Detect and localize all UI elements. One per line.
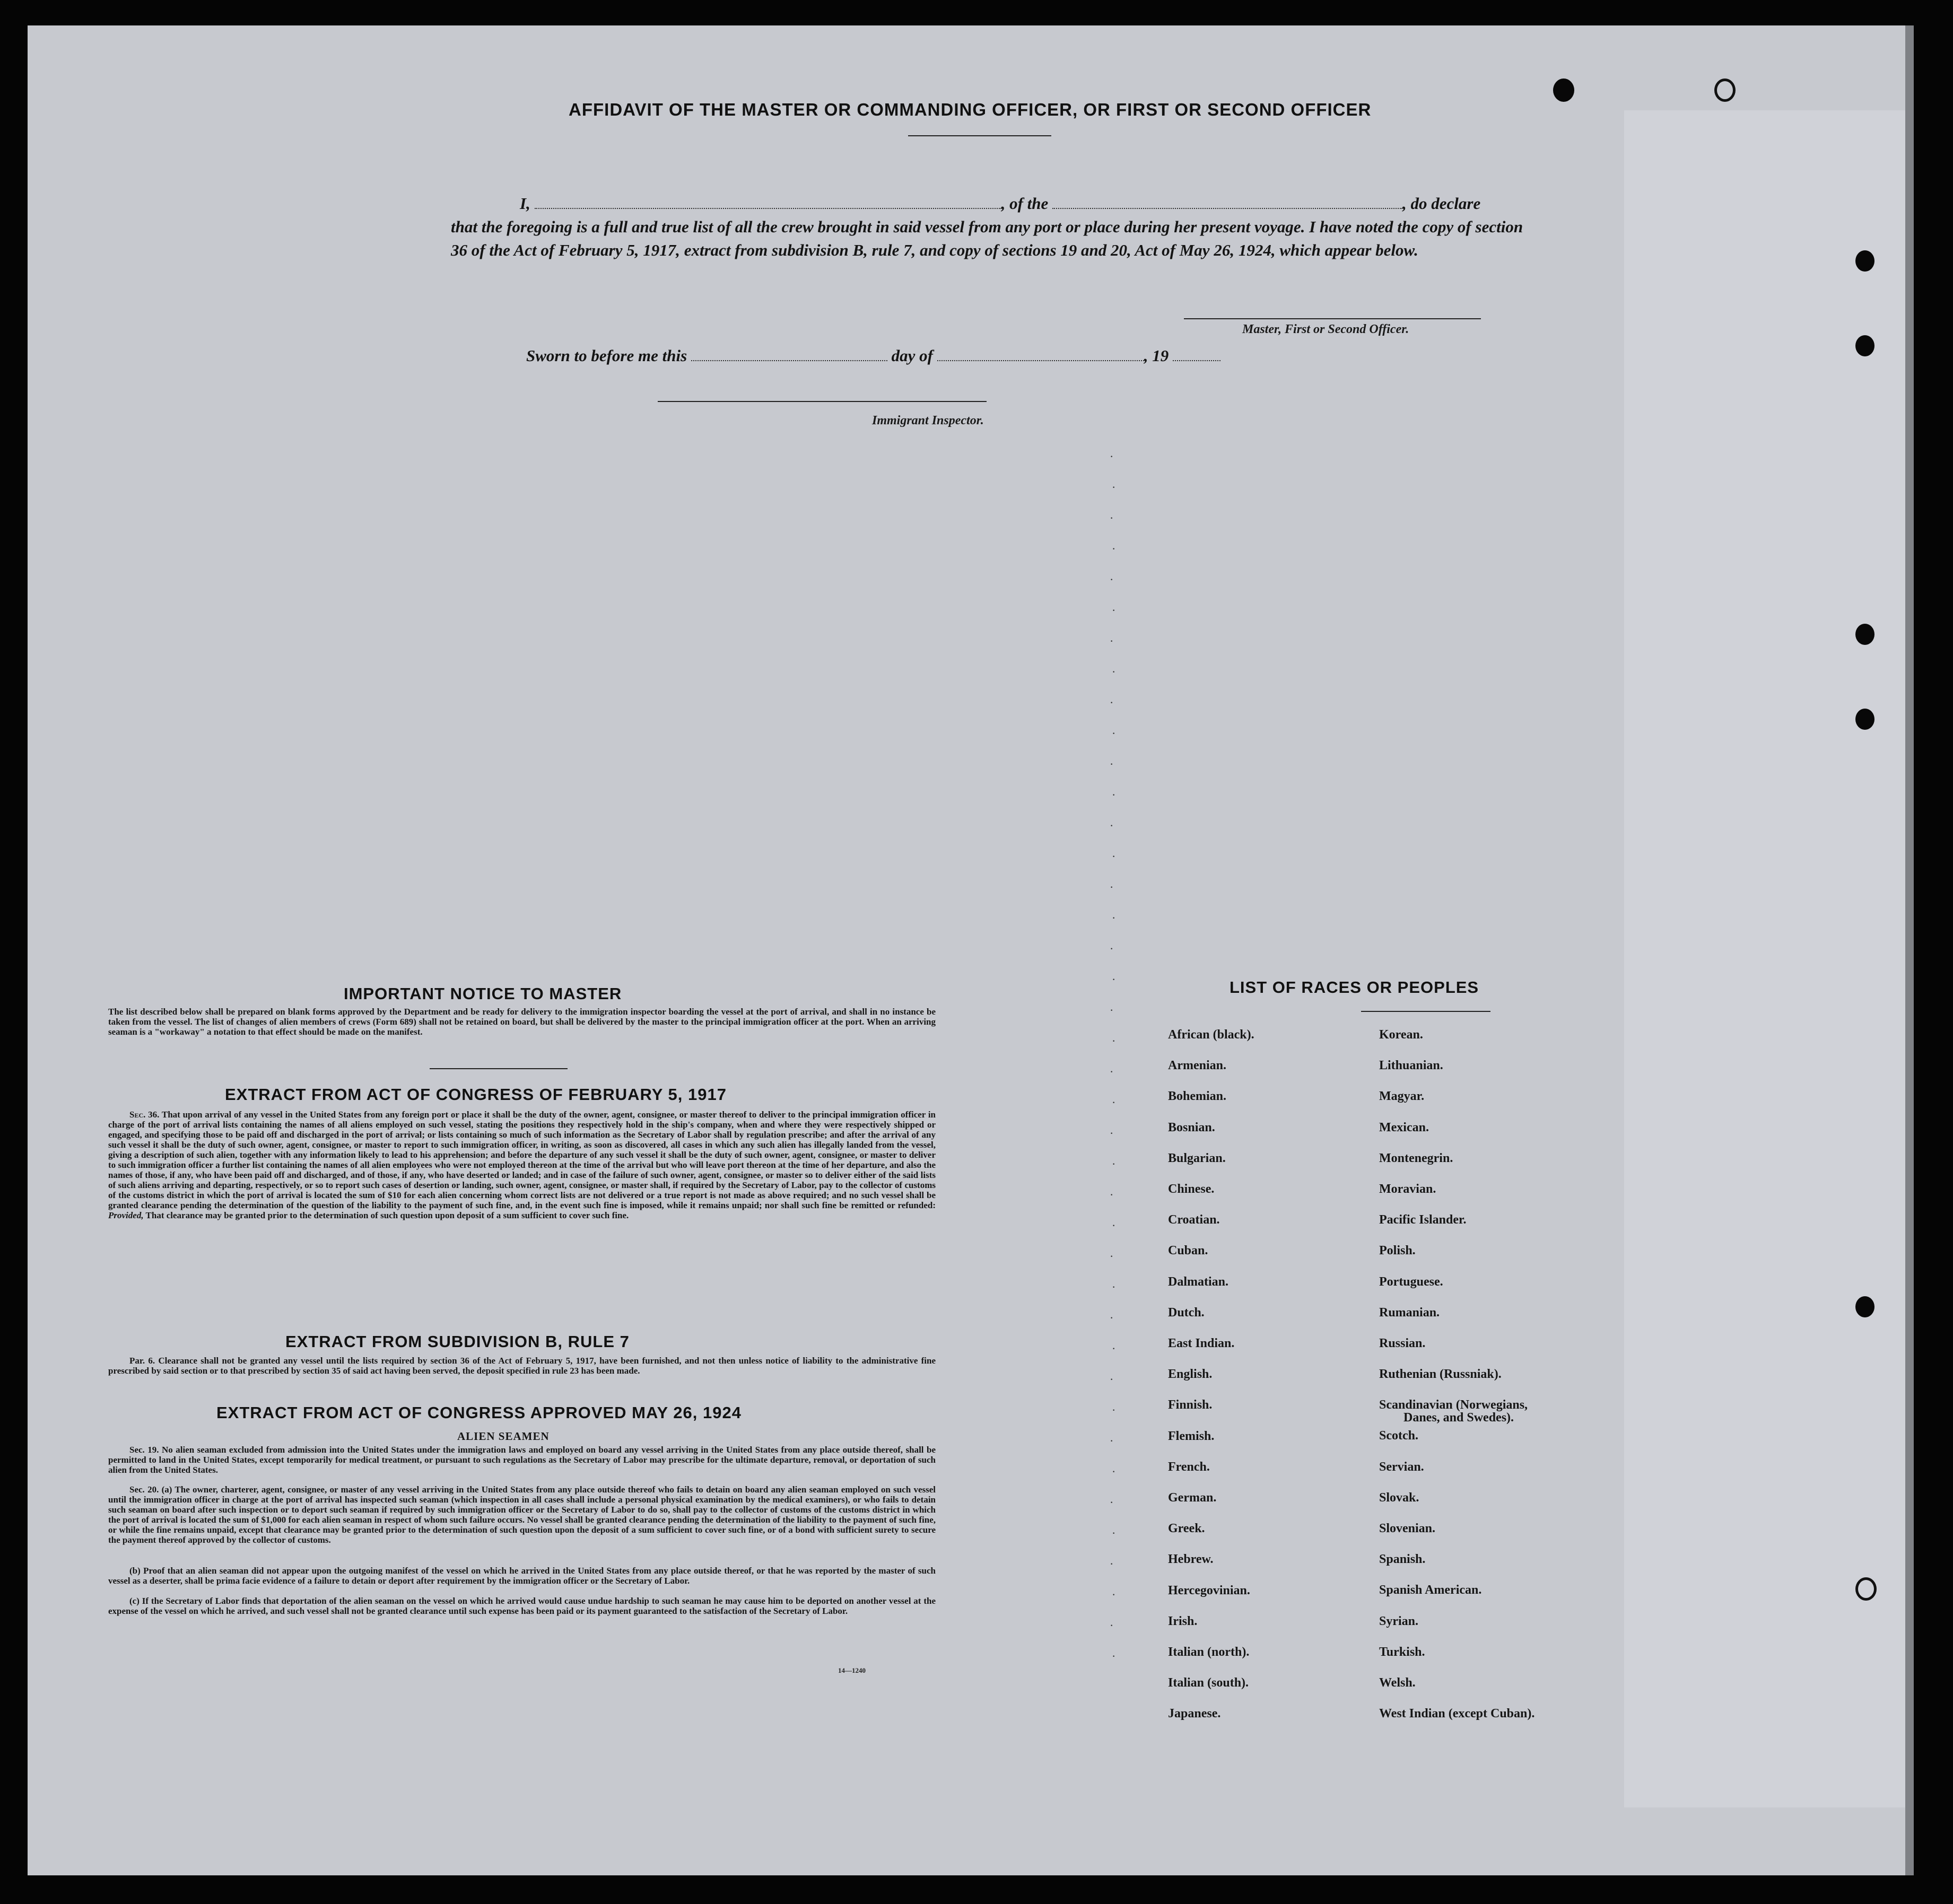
dot-mark: ·: [1110, 757, 1114, 771]
race-item-left: French.: [1168, 1460, 1210, 1474]
name-blank[interactable]: [535, 195, 1001, 209]
race-item-left: Flemish.: [1168, 1429, 1215, 1443]
race-item-right: Pacific Islander.: [1379, 1213, 1467, 1227]
race-item-right: Ruthenian (Russniak).: [1379, 1367, 1502, 1382]
sec-20b-text: (b) Proof that an alien seaman did not appear upon the outgoing manifest of the vessel on which he arrived in the United States from any place outside thereof, or that he was reported by the master of such vessel as a deserter, shall be prima facie evidence of a failure to detain or deport after requirement by the immigration officer or the Secretary of Labor.: [108, 1566, 936, 1586]
race-item-right: Polish.: [1379, 1244, 1416, 1258]
punch-hole-ring: [1714, 78, 1736, 102]
dot-mark: ·: [1110, 880, 1114, 894]
race-item-right: Syrian.: [1379, 1614, 1419, 1628]
races-title-rule: [1361, 1011, 1490, 1012]
race-item-left: Cuban.: [1168, 1244, 1208, 1258]
extract-1917-title: EXTRACT FROM ACT OF CONGRESS OF FEBRUARY 5, 1917: [225, 1085, 727, 1104]
race-item-left: African (black).: [1168, 1028, 1254, 1042]
dot-mark: ·: [1110, 696, 1114, 709]
dot-mark: ·: [1110, 942, 1114, 955]
dot-mark: ·: [1110, 1065, 1114, 1078]
race-item-right: Slovak.: [1379, 1490, 1419, 1505]
race-item-left: Finnish.: [1168, 1398, 1213, 1412]
bleed-through-region: [1624, 110, 1911, 1807]
dot-mark: ·: [1112, 1096, 1116, 1109]
notice-rule: [430, 1068, 568, 1069]
sworn-year-blank[interactable]: [1173, 347, 1220, 361]
race-item-left: Hebrew.: [1168, 1552, 1214, 1567]
dot-mark: ·: [1112, 788, 1116, 801]
dot-mark: ·: [1112, 1280, 1116, 1294]
punch-hole: [1855, 250, 1874, 272]
day-of-label: day of: [891, 346, 933, 365]
race-item-right: Slovenian.: [1379, 1522, 1436, 1535]
race-item-left: German.: [1168, 1491, 1217, 1505]
punch-hole: [1855, 335, 1874, 356]
race-item-left: Italian (south).: [1168, 1676, 1249, 1690]
dot-mark: ·: [1112, 665, 1116, 678]
race-item-left: East Indian.: [1168, 1337, 1235, 1350]
dot-mark: ·: [1112, 481, 1116, 494]
sworn-day-blank[interactable]: [691, 347, 887, 361]
rule-7-text: Par. 6. Clearance shall not be granted any vessel until the lists required by section 36 of the Act of February 5, 1917, have been furnished, and not then unless notice of liability to the administrative fine prescribed by said section or to that prescribed by section 35 of said act having been served, the deposit specified in rule 23 has been made.: [108, 1356, 936, 1376]
punch-hole: [1855, 709, 1874, 730]
of-the-label: , of the: [1001, 194, 1049, 213]
race-item-left: Bosnian.: [1168, 1120, 1215, 1134]
dot-mark: ·: [1110, 1250, 1114, 1263]
punch-hole-ring: [1855, 1577, 1877, 1601]
affidavit-title: AFFIDAVIT OF THE MASTER OR COMMANDING OFFICER, OR FIRST OR SECOND OFFICER: [569, 100, 1372, 119]
dot-mark: ·: [1112, 1157, 1116, 1171]
dot-mark: ·: [1110, 1311, 1114, 1324]
do-declare-label: , do declare: [1402, 194, 1481, 213]
master-caption: Master, First or Second Officer.: [1242, 322, 1409, 336]
affidavit-line-1: [520, 194, 1480, 213]
dot-mark: ·: [1112, 1219, 1116, 1232]
race-item-right: Scandinavian (Norwegians,: [1379, 1398, 1528, 1412]
race-item-left: Irish.: [1168, 1614, 1198, 1628]
sworn-month-blank[interactable]: [937, 347, 1144, 361]
extract-1917-text: [108, 1110, 936, 1220]
race-item-left: Hercegovinian.: [1168, 1583, 1250, 1597]
race-item-left: Croatian.: [1168, 1213, 1220, 1227]
master-signature-line[interactable]: [1184, 318, 1481, 319]
alien-seamen-subtitle: ALIEN SEAMEN: [457, 1430, 550, 1443]
dot-mark: ·: [1110, 634, 1114, 648]
punch-hole: [1855, 1296, 1874, 1317]
dot-mark: ·: [1110, 1557, 1114, 1570]
notice-text: The list described below shall be prepared on blank forms approved by the Department and be ready for delivery to the immigration inspector boarding the vessel at the port of arrival, and shall in no instance be taken from the vessel. The list of changes of alien members of crews (Form 689) shall not be retained on board, but shall be delivered by the master to the principal immigration officer at the port. When an arriving seaman is a "workaway" a notation to that effect should be made on the manifest.: [108, 1007, 936, 1037]
dot-mark: ·: [1110, 1003, 1114, 1017]
dot-mark: ·: [1112, 1588, 1116, 1601]
sec-36-body: That upon arrival of any vessel in the United States from any foreign port or place it shall be the duty of the owner, agent, consignee, or master thereof to deliver to the principal immigration officer in charge of the port of arrival lists containing the names of all aliens employed on such vessel, stating the positions they respectively hold in the ship's company, when and where they were respectively shipped or engaged, and specifying those to be paid off and discharged in the port of arrival; or lists containing so much of such information as the Secretary of Labor shall by regulation prescribe; and after the arrival of any such vessel it shall be the duty of such owner, agent, consignee, or master to report to such immigration officer, in writing, as soon as discovered, all cases in which any such alien has illegally landed from the vessel, giving a description of such alien, together with any information likely to lead to his apprehension; and before the departure of any such vessel it shall be the duty of such owner, agent, consignee, or master to deliver to such immigration officer a further list containing the names of all alien employees who were not employed thereon at the time of the arrival but who will leave port thereon at the time of her departure, and also the names of those, if any, who have been paid off and discharged, and of those, if any, who have deserted or landed; and in case of the failure of such owner, agent, consignee, or master so to deliver either of the said lists of such aliens arriving and departing, respectively, or so to report such cases of desertion or landing, such owner, agent, consignee, or master shall, if required by the Secretary of Labor, pay to the collector of customs of the customs district in which the port of arrival is located the sum of $10 for each alien concerning whom correct lists are not delivered or a true report is not made as above required; and no such vessel shall be granted clearance pending the determination of the question of the liability to the payment of such fine, and, in the event such fine is imposed, while it remains unpaid; nor shall such fine be remitted or refunded:: [108, 1110, 936, 1210]
document-page: [28, 25, 1914, 1875]
notice-title: IMPORTANT NOTICE TO MASTER: [344, 984, 622, 1003]
race-item-right: Danes, and Swedes).: [1403, 1411, 1514, 1425]
race-item-right: Montenegrin.: [1379, 1151, 1453, 1165]
race-item-right: Welsh.: [1379, 1676, 1416, 1690]
race-item-right: Scotch.: [1379, 1429, 1418, 1443]
dot-mark: ·: [1112, 1403, 1116, 1417]
sworn-line: [526, 346, 1220, 365]
race-item-left: Japanese.: [1168, 1707, 1221, 1721]
dot-mark: ·: [1110, 1188, 1114, 1201]
dot-mark: ·: [1110, 1434, 1114, 1447]
punch-hole: [1855, 624, 1874, 645]
race-item-right: Spanish American.: [1379, 1583, 1482, 1597]
race-item-right: Moravian.: [1379, 1182, 1436, 1196]
dot-mark: ·: [1112, 604, 1116, 617]
race-item-right: West Indian (except Cuban).: [1379, 1707, 1535, 1721]
dot-mark: ·: [1110, 573, 1114, 586]
dot-mark: ·: [1112, 1034, 1116, 1047]
dot-mark: ·: [1110, 819, 1114, 832]
races-title: LIST OF RACES OR PEOPLES: [1230, 978, 1479, 997]
race-item-right: Mexican.: [1379, 1120, 1429, 1134]
affidavit-text: that the foregoing is a full and true list of all the crew brought in said vessel from any port or place during her present voyage. I have noted the copy of section 36 of the Act of February 5, 1917, extract from subdivision B, rule 7, and copy of sections 19 and 20, Act of May 26, 1924, which appear below.: [451, 217, 1523, 259]
race-item-right: Portuguese.: [1379, 1274, 1443, 1289]
race-item-right: Lithuanian.: [1379, 1059, 1443, 1073]
race-item-right: Turkish.: [1379, 1645, 1425, 1659]
affidavit-title-rule: [908, 135, 1051, 136]
race-item-left: Bohemian.: [1168, 1089, 1227, 1104]
race-item-left: English.: [1168, 1367, 1213, 1382]
dot-mark: ·: [1112, 850, 1116, 863]
dot-mark: ·: [1112, 1342, 1116, 1355]
dot-mark: ·: [1110, 1496, 1114, 1509]
sworn-label: Sworn to before me this: [526, 346, 687, 365]
right-edge-shadow: [1905, 25, 1914, 1875]
race-item-left: Dutch.: [1168, 1305, 1205, 1320]
race-item-left: Greek.: [1168, 1522, 1205, 1536]
race-item-right: Servian.: [1379, 1460, 1424, 1474]
provided-label: Provided,: [108, 1210, 144, 1220]
race-item-left: Chinese.: [1168, 1182, 1215, 1196]
race-item-left: Dalmatian.: [1168, 1274, 1228, 1289]
rule-7-title: EXTRACT FROM SUBDIVISION B, RULE 7: [285, 1332, 630, 1351]
dot-mark: ·: [1112, 973, 1116, 986]
dot-mark: ·: [1110, 511, 1114, 525]
race-item-right: Korean.: [1379, 1028, 1423, 1042]
vessel-blank[interactable]: [1052, 195, 1402, 209]
race-item-left: Italian (north).: [1168, 1645, 1250, 1659]
sec-36-end: That clearance may be granted prior to the determination of such question upon deposit of a sum sufficient to cover such fine.: [145, 1210, 629, 1220]
sec-20c-text: (c) If the Secretary of Labor finds that deportation of the alien seaman on the vessel on which he arrived would cause undue hardship to such seaman he may cause him to be deported on another vessel at the expense of the vessel on which he arrived, and such vessel shall not be granted clearance until such expense has been paid or its payment guaranteed to the satisfaction of the Secretary of Labor.: [108, 1596, 936, 1616]
sec-36-label: Sec. 36.: [129, 1110, 160, 1120]
dot-mark: ·: [1112, 727, 1116, 740]
race-item-right: Rumanian.: [1379, 1305, 1440, 1320]
dot-mark: ·: [1112, 1465, 1116, 1478]
dot-mark: ·: [1110, 1619, 1114, 1632]
race-item-left: Bulgarian.: [1168, 1151, 1226, 1165]
sec-19-text: Sec. 19. No alien seaman excluded from admission into the United States under the immigration laws and employed on board any vessel arriving in the United States from any place outside thereof, shall be permitted to land in the United States, except temporarily for medical treatment, or pursuant to such regulations as the Secretary of Labor may prescribe for the ultimate departure, removal, or deportation of such alien from the United States.: [108, 1445, 936, 1475]
dot-mark: ·: [1112, 542, 1116, 555]
race-item-right: Magyar.: [1379, 1089, 1425, 1104]
form-number: 14—1240: [838, 1666, 866, 1674]
punch-hole: [1553, 78, 1574, 102]
dot-mark: ·: [1112, 911, 1116, 924]
race-item-left: Armenian.: [1168, 1059, 1226, 1073]
year-label: , 19: [1144, 346, 1169, 365]
inspector-caption: Immigrant Inspector.: [872, 414, 984, 427]
race-item-right: Russian.: [1379, 1337, 1426, 1350]
i-label: I,: [520, 194, 530, 213]
dot-mark: ·: [1112, 1649, 1116, 1663]
race-item-right: Spanish.: [1379, 1552, 1426, 1567]
dot-mark: ·: [1110, 450, 1114, 463]
extract-1924-title: EXTRACT FROM ACT OF CONGRESS APPROVED MAY 26, 1924: [216, 1403, 742, 1422]
dot-mark: ·: [1110, 1126, 1114, 1140]
dot-mark: ·: [1110, 1373, 1114, 1386]
dot-mark: ·: [1112, 1526, 1116, 1540]
inspector-signature-line[interactable]: [658, 401, 987, 402]
sec-20a-text: Sec. 20. (a) The owner, charterer, agent, consignee, or master of any vessel arriving in the United States from any place outside thereof who fails to detain on board any alien seaman employed on such vessel until the immigration officer in charge at the port of arrival has inspected such seaman (which inspection in all cases shall include a personal physical examination by the medical examiners), or who fails to detain such seaman on board after such inspection or to deport such seaman if required by such immigration officer or the Secretary of Labor to do so, shall pay to the collector of customs of the customs district in which the port of arrival is located the sum of $1,000 for each alien seaman in respect of whom such failure occurs. No vessel shall be granted clearance pending the determination of the liability to the payment of such fine, or while the fine remains unpaid, except that clearance may be granted prior to the determination of such question upon the deposit of a sum sufficient to cover such fine, or of a bond with sufficient surety to secure the payment thereof approved by the collector of customs.: [108, 1484, 936, 1545]
